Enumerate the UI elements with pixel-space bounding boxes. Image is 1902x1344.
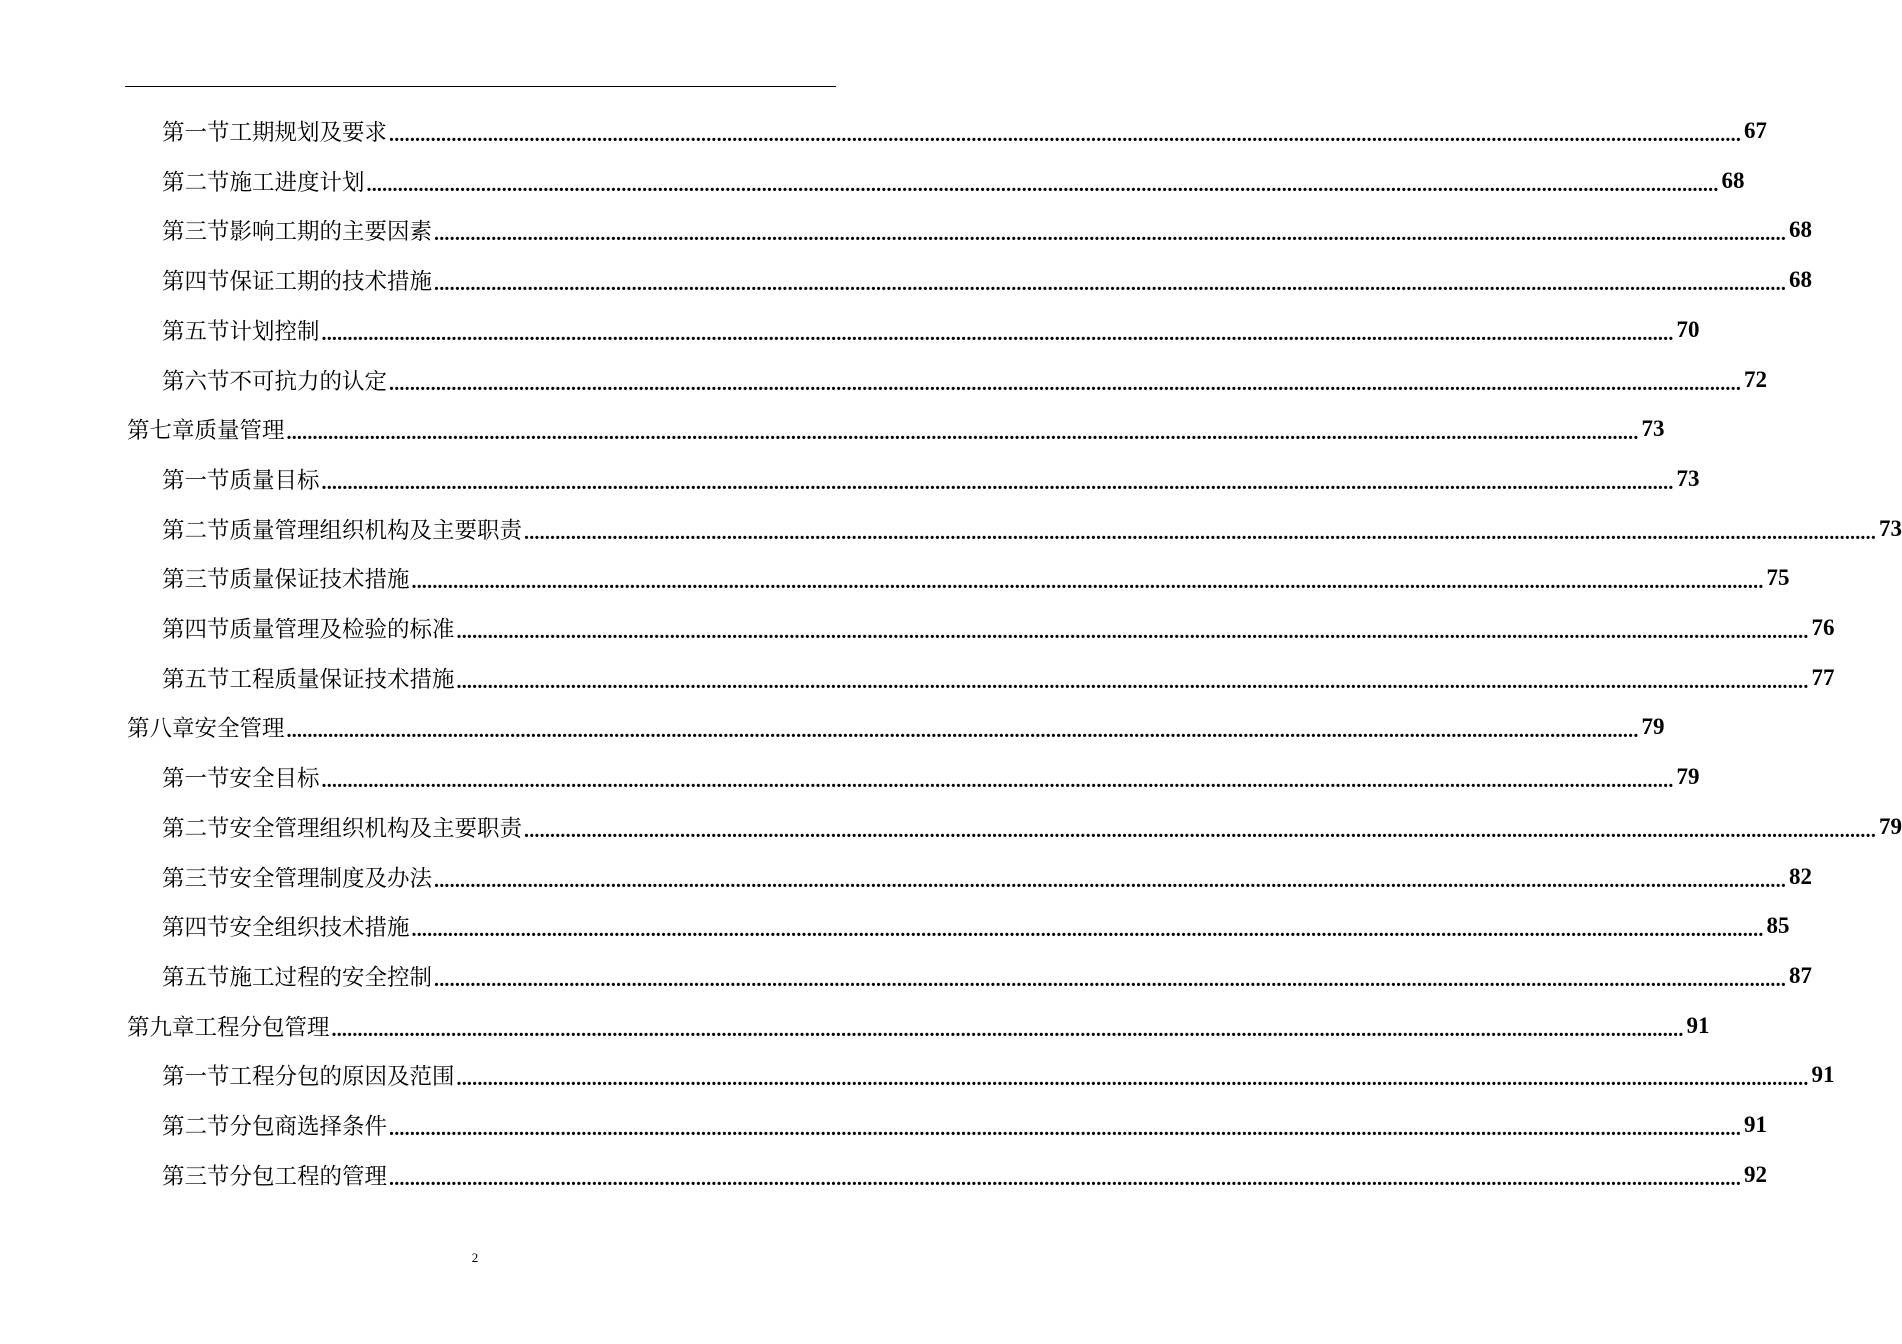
dot-leader: .................................................................................................................................................................................................................................................................... [286,422,1639,445]
dot-leader: .................................................................................................................................................................................................................................................................... [434,869,1787,892]
toc-entry-page: 67 [1744,118,1768,143]
toc-section-entry[interactable] [162,454,1700,504]
toc-section-entry[interactable] [162,1050,1835,1100]
toc-entry-number: 第一节 [162,467,230,494]
dot-leader: .................................................................................................................................................................................................................................................................... [366,173,1719,196]
toc-entry-page: 79 [1676,764,1700,790]
toc-section-entry[interactable] [162,653,1835,703]
toc-entry-page: 79 [1641,714,1665,740]
toc-entry-number: 第二节 [162,517,230,544]
dot-leader: .................................................................................................................................................................................................................................................................... [434,968,1787,991]
toc-entry-title: 质量管理及检验的标准 [229,617,455,643]
toc-entry-page: 73 [1879,515,1902,541]
toc-entry-title: 分包商选择条件 [229,1114,388,1140]
toc-entry-title: 质量保证技术措施 [229,567,410,594]
toc-entry-page: 68 [1789,217,1813,243]
toc-entry-page: 91 [1811,1062,1835,1088]
toc-entry-page: 75 [1766,565,1790,591]
dot-leader: .................................................................................................................................................................................................................................................................... [389,124,1742,146]
toc-section-entry[interactable] [162,156,1745,206]
header-rule [125,86,836,87]
toc-entry-page: 73 [1676,465,1700,491]
toc-entry-title: 保证工期的技术措施 [229,269,433,296]
dot-leader: .................................................................................................................................................................................................................................................................... [456,1068,1809,1091]
toc-entry-number: 第五节 [162,318,230,345]
page-number: 2 [471,1250,479,1265]
toc-entry-number: 第二节 [162,1114,230,1140]
dot-leader: .................................................................................................................................................................................................................................................................... [389,372,1742,395]
dot-leader: .................................................................................................................................................................................................................................................................... [411,919,1764,942]
dot-leader: .................................................................................................................................................................................................................................................................... [456,670,1809,693]
dot-leader: .................................................................................................................................................................................................................................................................... [456,621,1809,643]
toc-entry-page: 82 [1789,863,1813,889]
toc-entry-page: 91 [1744,1112,1768,1137]
toc-entry-number: 第一节 [162,120,230,146]
toc-entry-title: 安全组织技术措施 [229,915,410,942]
toc-entry-number: 第二节 [162,169,230,196]
toc-entry-page: 77 [1811,664,1835,690]
toc-entry-number: 第三节 [162,1163,230,1190]
toc-entry-page: 68 [1789,267,1813,293]
toc-entry-title: 安全管理制度及办法 [229,865,433,892]
toc-entry-title: 质量管理组织机构及主要职责 [229,517,523,544]
dot-leader: .................................................................................................................................................................................................................................................................... [524,819,1877,842]
dot-leader: .................................................................................................................................................................................................................................................................... [411,571,1764,594]
toc-entry-title: 影响工期的主要因素 [229,219,433,246]
toc-section-entry[interactable] [162,802,1902,852]
toc-entry-page: 72 [1744,366,1768,392]
toc-entry-page: 76 [1811,615,1835,640]
toc-entry-number: 第四节 [162,269,230,296]
toc-section-entry[interactable] [162,255,1813,305]
toc-entry-title: 安全管理组织机构及主要职责 [229,815,523,842]
toc-section-entry[interactable] [162,305,1700,355]
toc-section-entry[interactable] [162,901,1790,951]
toc-section-entry[interactable] [162,504,1902,554]
dot-leader: .................................................................................................................................................................................................................................................................... [389,1167,1742,1190]
toc-entry-number: 第五节 [162,964,230,991]
dot-leader: .................................................................................................................................................................................................................................................................... [331,1018,1684,1041]
dot-leader: .................................................................................................................................................................................................................................................................... [321,770,1674,793]
toc-entry-number: 第七章 [127,418,195,445]
toc-section-entry[interactable] [162,1150,1768,1200]
toc-entry-page: 87 [1789,962,1813,988]
toc-entry-number: 第三节 [162,567,230,594]
toc-entry-number: 第九章 [127,1014,195,1041]
toc-entry-number: 第二节 [162,815,230,842]
toc-entry-number: 第五节 [162,666,230,693]
toc-entry-title: 质量管理 [194,418,285,445]
toc-section-entry[interactable] [162,355,1768,405]
toc-entry-page: 85 [1766,913,1790,939]
toc-section-entry[interactable] [162,553,1790,603]
dot-leader: .................................................................................................................................................................................................................................................................... [434,273,1787,296]
toc-section-entry[interactable] [162,205,1813,255]
toc-entry-number: 第一节 [162,1064,230,1091]
toc-entry-page: 70 [1676,316,1700,342]
dot-leader: .................................................................................................................................................................................................................................................................... [524,521,1877,544]
toc-entry-number: 第四节 [162,617,230,643]
toc-entry-title: 施工进度计划 [229,169,365,196]
dot-leader: .................................................................................................................................................................................................................................................................... [321,322,1674,345]
toc-entry-page: 91 [1686,1012,1710,1038]
toc-entry-title: 工程分包的原因及范围 [229,1064,455,1091]
toc-entry-number: 第三节 [162,219,230,246]
dot-leader: .................................................................................................................................................................................................................................................................... [389,1118,1742,1140]
toc-entry-title: 工程分包管理 [194,1014,330,1041]
toc-entry-page: 73 [1641,416,1665,442]
dot-leader: .................................................................................................................................................................................................................................................................... [286,720,1639,743]
toc-entry-title: 计划控制 [229,318,320,345]
toc-section-entry[interactable] [162,1100,1768,1150]
toc-entry-title: 工期规划及要求 [229,120,388,146]
toc-entry-title: 施工过程的安全控制 [229,964,433,991]
toc-entry-page: 68 [1721,167,1745,193]
toc-entry-number: 第四节 [162,915,230,942]
toc-entry-page: 79 [1879,813,1902,839]
toc-entry-number: 第三节 [162,865,230,892]
toc-entry-title: 分包工程的管理 [229,1163,388,1190]
toc-chapter-entry[interactable] [127,1001,1710,1051]
dot-leader: .................................................................................................................................................................................................................................................................... [321,471,1674,494]
toc-section-entry[interactable] [162,752,1700,802]
dot-leader: .................................................................................................................................................................................................................................................................... [434,223,1787,246]
toc-entry-number: 第一节 [162,766,230,793]
toc-entry-title: 工程质量保证技术措施 [229,666,455,693]
toc-entry-title: 不可抗力的认定 [229,368,388,395]
toc-entry-page: 92 [1744,1161,1768,1187]
toc-section-entry[interactable] [162,603,1835,653]
toc-entry-title: 质量目标 [229,467,320,494]
toc-entry-number: 第六节 [162,368,230,395]
toc-section-entry[interactable] [162,852,1813,902]
toc-entry-title: 安全管理 [194,716,285,743]
toc-entry-number: 第八章 [127,716,195,743]
toc-section-entry[interactable] [162,106,1768,156]
toc-section-entry[interactable] [162,951,1813,1001]
toc-chapter-entry[interactable] [127,404,1665,454]
toc-chapter-entry[interactable] [127,702,1665,752]
toc-entry-title: 安全目标 [229,766,320,793]
